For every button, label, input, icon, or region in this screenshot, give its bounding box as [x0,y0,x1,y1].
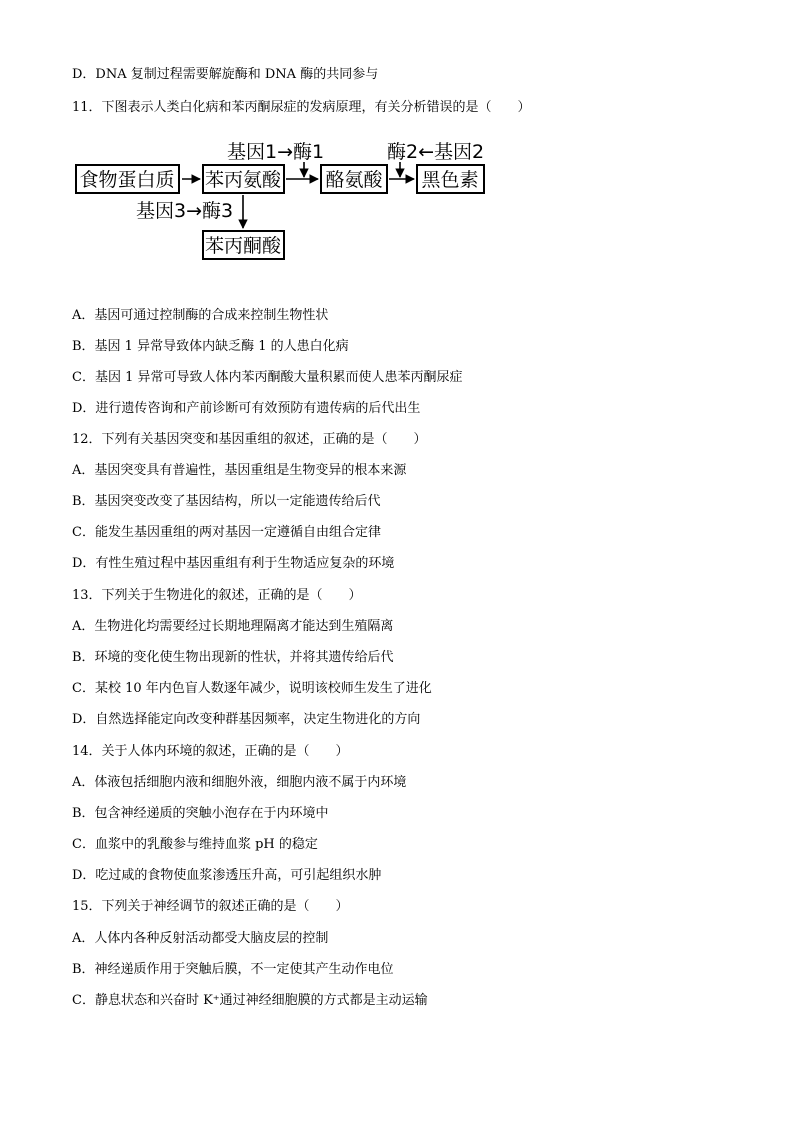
label-enzyme2-gene2: 酶2←基因2 [387,141,485,163]
q11-option-a: A．基因可通过控制酶的合成来控制生物性状 [72,308,329,323]
q13-option-a: A．生物进化均需要经过长期地理隔离才能达到生殖隔离 [72,619,394,634]
box-phenylalanine-label: 苯丙氨酸 [204,169,282,191]
box-melanin-label: 黑色素 [421,169,479,191]
q12-option-c: C．能发生基因重组的两对基因一定遵循自由组合定律 [72,525,381,540]
q15-option-b: B．神经递质作用于突触后膜，不一定使其产生动作电位 [72,962,394,977]
q13-stem: 13．下列关于生物进化的叙述，正确的是（ ） [72,588,362,603]
q11-option-b: B．基因 1 异常导致体内缺乏酶 1 的人患白化病 [72,339,349,354]
q14-option-c: C．血浆中的乳酸参与维持血浆 pH 的稳定 [72,837,318,852]
label-gene3-enzyme3: 基因3→酶3 [136,200,234,222]
q12-option-a: A．基因突变具有普遍性，基因重组是生物变异的根本来源 [72,463,407,478]
q13-option-d: D．自然选择能定向改变种群基因频率，决定生物进化的方向 [72,712,421,727]
q15-stem: 15．下列关于神经调节的叙述正确的是（ ） [72,899,349,914]
q14-option-d: D．吃过咸的食物使血浆渗透压升高，可引起组织水肿 [72,868,382,883]
q12-option-d: D．有性生殖过程中基因重组有利于生物适应复杂的环境 [72,556,395,571]
q12-option-b: B．基因突变改变了基因结构，所以一定能遗传给后代 [72,494,381,509]
q10-option-d: D．DNA 复制过程需要解旋酶和 DNA 酶的共同参与 [72,67,379,82]
q11-option-c: C．基因 1 异常可导致人体内苯丙酮酸大量积累而使人患苯丙酮尿症 [72,370,463,385]
box-phenylpyruvate-label: 苯丙酮酸 [204,235,282,257]
q12-stem: 12．下列有关基因突变和基因重组的叙述，正确的是（ ） [72,432,427,447]
q15-option-c: C．静息状态和兴奋时 K⁺通过神经细胞膜的方式都是主动运输 [72,993,428,1008]
q11-option-d: D．进行遗传咨询和产前诊断可有效预防有遗传病的后代出生 [72,401,421,416]
q11-stem: 11．下图表示人类白化病和苯丙酮尿症的发病原理，有关分析错误的是（ ） [72,100,531,115]
q14-stem: 14．关于人体内环境的叙述，正确的是（ ） [72,744,349,759]
q14-option-b: B．包含神经递质的突触小泡存在于内环境中 [72,806,329,821]
label-gene1-enzyme1: 基因1→酶1 [227,141,325,163]
box-tyrosine-label: 酪氨酸 [325,169,383,191]
q15-option-a: A．人体内各种反射活动都受大脑皮层的控制 [72,931,329,946]
q13-option-c: C．某校 10 年内色盲人数逐年减少，说明该校师生发生了进化 [72,681,432,696]
box-food-protein-label: 食物蛋白质 [79,169,175,191]
q14-option-a: A．体液包括细胞内液和细胞外液，细胞内液不属于内环境 [72,775,407,790]
q13-option-b: B．环境的变化使生物出现新的性状，并将其遗传给后代 [72,650,394,665]
pathway-diagram [72,135,512,265]
